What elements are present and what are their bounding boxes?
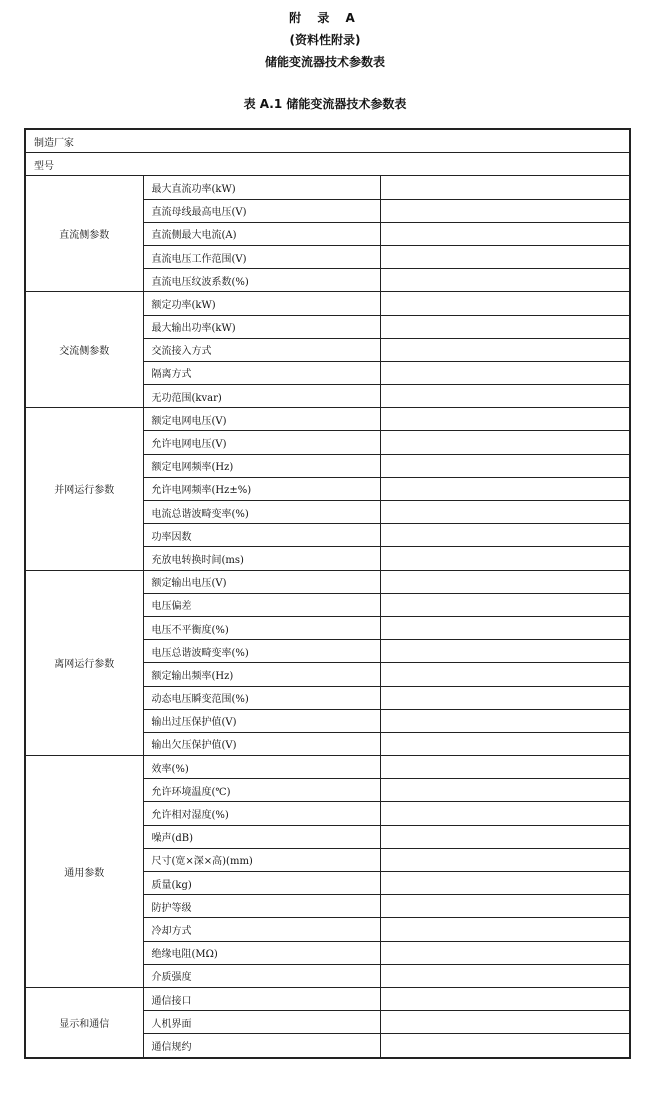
parameter-label: 直流电压工作范围(V)	[143, 245, 380, 268]
parameter-value-cell[interactable]	[380, 454, 630, 477]
table-row	[25, 408, 630, 431]
parameter-value-cell[interactable]	[380, 964, 630, 987]
parameter-table	[24, 128, 631, 1059]
field-label: 型号	[25, 153, 630, 176]
parameter-label: 动态电压瞬变范围(%)	[143, 686, 380, 709]
table-row	[25, 756, 630, 779]
parameter-value-cell[interactable]	[380, 245, 630, 268]
parameter-label: 允许电网频率(Hz±%)	[143, 477, 380, 500]
parameter-value-cell[interactable]	[380, 640, 630, 663]
parameter-label: 冷却方式	[143, 918, 380, 941]
parameter-value-cell[interactable]	[380, 431, 630, 454]
parameter-value-cell[interactable]	[380, 616, 630, 639]
group-label: 离网运行参数	[25, 570, 143, 756]
parameter-label: 电压总谐波畸变率(%)	[143, 640, 380, 663]
parameter-value-cell[interactable]	[380, 709, 630, 732]
parameter-label: 电压偏差	[143, 593, 380, 616]
parameter-value-cell[interactable]	[380, 802, 630, 825]
parameter-label: 人机界面	[143, 1011, 380, 1034]
parameter-label: 输出欠压保护值(V)	[143, 732, 380, 755]
parameter-label: 充放电转换时间(ms)	[143, 547, 380, 570]
group-label: 显示和通信	[25, 987, 143, 1057]
parameter-label: 额定电网频率(Hz)	[143, 454, 380, 477]
group-label: 交流侧参数	[25, 292, 143, 408]
parameter-label: 效率(%)	[143, 756, 380, 779]
parameter-value-cell[interactable]	[380, 570, 630, 593]
parameter-value-cell[interactable]	[380, 941, 630, 964]
parameter-label: 电压不平衡度(%)	[143, 616, 380, 639]
parameter-value-cell[interactable]	[380, 732, 630, 755]
group-label: 并网运行参数	[25, 408, 143, 570]
parameter-value-cell[interactable]	[380, 385, 630, 408]
parameter-label: 防护等级	[143, 895, 380, 918]
parameter-value-cell[interactable]	[380, 408, 630, 431]
parameter-value-cell[interactable]	[380, 825, 630, 848]
parameter-value-cell[interactable]	[380, 686, 630, 709]
parameter-value-cell[interactable]	[380, 524, 630, 547]
parameter-value-cell[interactable]	[380, 1034, 630, 1058]
table-row	[25, 570, 630, 593]
parameter-label: 噪声(dB)	[143, 825, 380, 848]
parameter-label: 额定输出频率(Hz)	[143, 663, 380, 686]
table-row	[25, 987, 630, 1010]
parameter-label: 无功范围(kvar)	[143, 385, 380, 408]
parameter-value-cell[interactable]	[380, 848, 630, 871]
parameter-label: 额定功率(kW)	[143, 292, 380, 315]
parameter-label: 介质强度	[143, 964, 380, 987]
parameter-label: 质量(kg)	[143, 872, 380, 895]
parameter-value-cell[interactable]	[380, 779, 630, 802]
parameter-value-cell[interactable]	[380, 292, 630, 315]
parameter-value-cell[interactable]	[380, 663, 630, 686]
field-label: 制造厂家	[25, 129, 630, 153]
group-label: 直流侧参数	[25, 176, 143, 292]
table-row	[25, 129, 630, 153]
parameter-label: 额定输出电压(V)	[143, 570, 380, 593]
parameter-value-cell[interactable]	[380, 593, 630, 616]
parameter-label: 最大输出功率(kW)	[143, 315, 380, 338]
table-row	[25, 153, 630, 176]
parameter-value-cell[interactable]	[380, 872, 630, 895]
parameter-value-cell[interactable]	[380, 315, 630, 338]
parameter-value-cell[interactable]	[380, 756, 630, 779]
parameter-value-cell[interactable]	[380, 269, 630, 292]
document-title: 储能变流器技术参数表	[264, 55, 385, 69]
parameter-label: 输出过压保护值(V)	[143, 709, 380, 732]
parameter-label: 直流电压纹波系数(%)	[143, 269, 380, 292]
parameter-label: 通信接口	[143, 987, 380, 1010]
parameter-label: 交流接入方式	[143, 338, 380, 361]
parameter-value-cell[interactable]	[380, 895, 630, 918]
parameter-label: 允许电网电压(V)	[143, 431, 380, 454]
parameter-label: 额定电网电压(V)	[143, 408, 380, 431]
parameter-value-cell[interactable]	[380, 338, 630, 361]
appendix-heading: 附 录 A	[289, 11, 361, 25]
parameter-label: 尺寸(宽×深×高)(mm)	[143, 848, 380, 871]
parameter-value-cell[interactable]	[380, 222, 630, 245]
parameter-label: 最大直流功率(kW)	[143, 176, 380, 199]
parameter-value-cell[interactable]	[380, 1011, 630, 1034]
parameter-label: 功率因数	[143, 524, 380, 547]
parameter-label: 直流母线最高电压(V)	[143, 199, 380, 222]
table-row	[25, 176, 630, 199]
parameter-label: 电流总谐波畸变率(%)	[143, 501, 380, 524]
parameter-value-cell[interactable]	[380, 918, 630, 941]
parameter-label: 绝缘电阻(MΩ)	[143, 941, 380, 964]
table-row	[25, 292, 630, 315]
table-caption: 表 A.1 储能变流器技术参数表	[243, 97, 407, 111]
parameter-value-cell[interactable]	[380, 987, 630, 1010]
parameter-label: 直流侧最大电流(A)	[143, 222, 380, 245]
parameter-value-cell[interactable]	[380, 547, 630, 570]
parameter-value-cell[interactable]	[380, 501, 630, 524]
parameter-label: 隔离方式	[143, 361, 380, 384]
appendix-type: (资料性附录)	[289, 33, 361, 47]
parameter-label: 通信规约	[143, 1034, 380, 1058]
group-label: 通用参数	[25, 756, 143, 988]
parameter-value-cell[interactable]	[380, 176, 630, 199]
parameter-value-cell[interactable]	[380, 199, 630, 222]
parameter-value-cell[interactable]	[380, 477, 630, 500]
parameter-label: 允许相对湿度(%)	[143, 802, 380, 825]
parameter-value-cell[interactable]	[380, 361, 630, 384]
parameter-label: 允许环境温度(℃)	[143, 779, 380, 802]
